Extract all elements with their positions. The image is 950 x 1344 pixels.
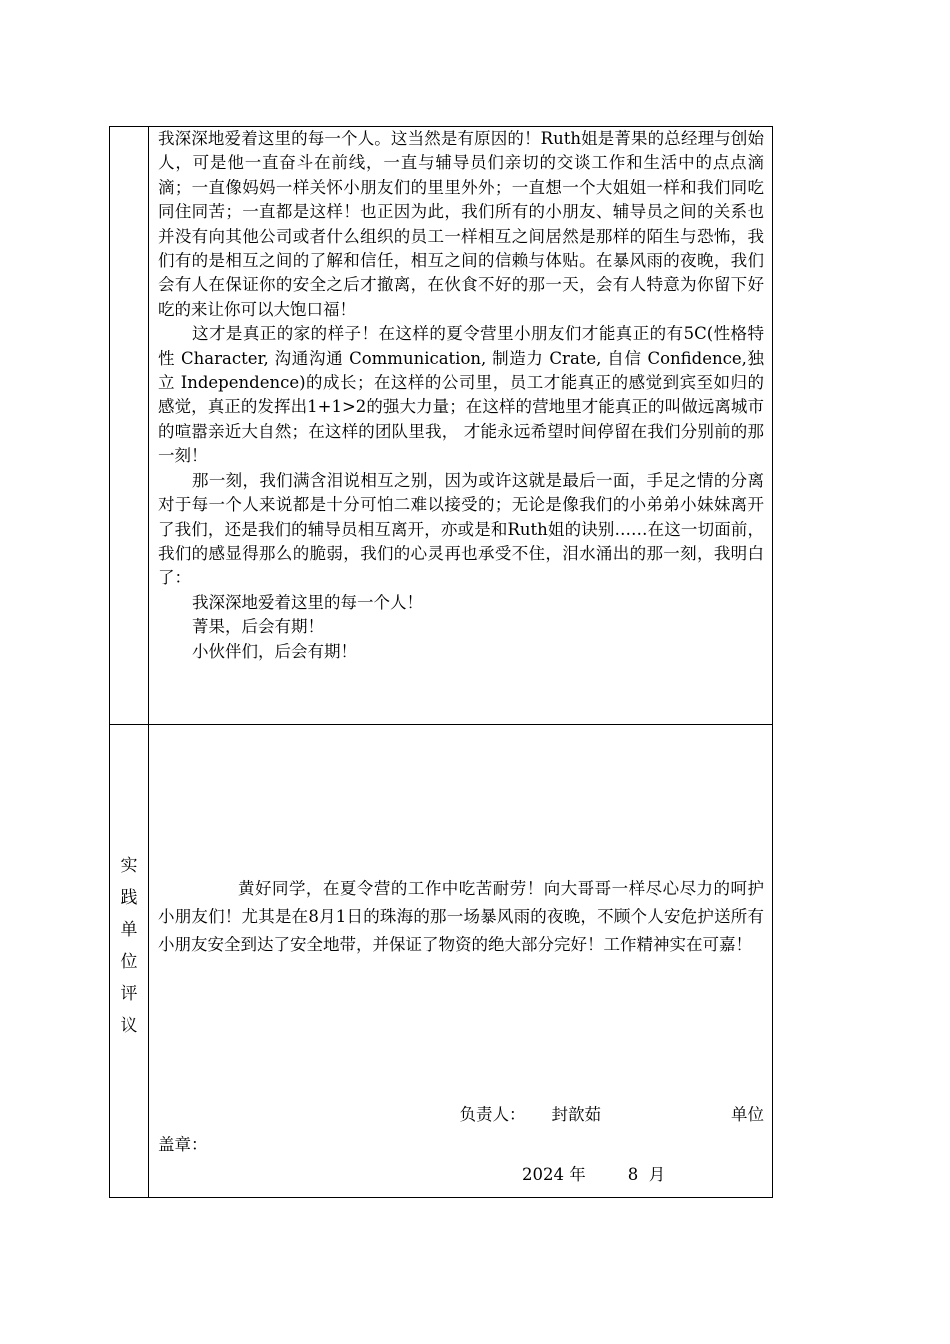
label-char: 单: [120, 920, 138, 940]
narrative-line: 小伙伴们，后会有期！: [192, 641, 357, 661]
label-char: 践: [120, 888, 138, 908]
label-char: 位: [120, 952, 138, 972]
signature-block: [158, 1100, 764, 1160]
narrative-paragraph: 我深深地爱着这里的每一个人。这当然是有原因的！Ruth姐是菁果的总经理与创始人，可是他一直奋斗在前线，一直与辅导员们亲切的交谈工作和生活中的点点滴滴；一直像妈妈一样关怀小朋友们的里里外外；一直想一个大姐姐一样和我们同吃同住同苦；一直都是这样！也正因为此，我们所有的小朋友、辅导员之间的关系也并没有向其他公司或者什么组织的员工一样相互之间居然是那样的陌生与恐怖，我们有的是相互之间的了解和信任，相互之间的信赖与体贴。在暴风雨的夜晚，我们会有人在保证你的安全之后才撤离，在伙食不好的那一天，会有人特意为你留下好吃的来让你可以大饱口福！: [158, 129, 764, 319]
label-char: 评: [120, 984, 138, 1004]
narrative-paragraph: 这才是真正的家的样子！在这样的夏令营里小朋友们才能真正的有5C(性格特性 Character, 沟通沟通 Communication, 制造力 Crate, 自信 Confidence,独立 Independence)的成长；在这样的公司里，员工才能真正的感觉到宾至如归的感觉，真正的发挥出1+1>2的强大力量；在这样的营地里才能真正的叫做远离城市的喧嚣亲近大自然；在这样的团队里我， 才能永远希望时间停留在我们分别前的那一刻！: [158, 324, 764, 466]
narrative-paragraph: 那一刻，我们满含泪说相互之别，因为或许这就是最后一面，手足之情的分离对于每一个人来说都是十分可怕二难以接受的；无论是像我们的小弟弟小妹妹离开了我们，还是我们的辅导员相互离开，亦或是和Ruth姐的诀别……在这一切面前，我们的感显得那么的脆弱，我们的心灵再也承受不住，泪水涌出的那一刻，我明白了：: [158, 470, 764, 588]
unit-text: 单位: [731, 1105, 764, 1124]
date-month: 8: [627, 1165, 639, 1184]
narrative-line: 我深深地爱着这里的每一个人！: [192, 592, 423, 612]
row-divider: [110, 724, 772, 725]
label-char: 实: [120, 856, 138, 876]
date-line: [522, 1161, 665, 1185]
date-year-unit: 年: [569, 1165, 586, 1184]
column-divider: [148, 127, 149, 1197]
date-year: 2024: [522, 1165, 564, 1184]
responsible-name: 封歆茹: [551, 1105, 601, 1124]
evaluation-label: [110, 850, 148, 1042]
evaluation-comment: 黄好同学，在夏令营的工作中吃苦耐劳！向大哥哥一样尽心尽力的呵护小朋友们！尤其是在8月1日的珠海的那一场暴风雨的夜晚，不顾个人安危护送所有小朋友安全到达了安全地带，并保证了物资的绝大部分完好！工作精神实在可嘉！: [158, 879, 764, 954]
seal-label: 盖章：: [158, 1135, 208, 1154]
responsible-label: 负责人：: [459, 1105, 526, 1124]
narrative-line: 菁果，后会有期！: [192, 617, 324, 637]
narrative-cell: [158, 127, 764, 664]
report-table: [109, 126, 773, 1198]
date-month-unit: 月: [648, 1165, 666, 1184]
label-char: 议: [120, 1016, 138, 1036]
